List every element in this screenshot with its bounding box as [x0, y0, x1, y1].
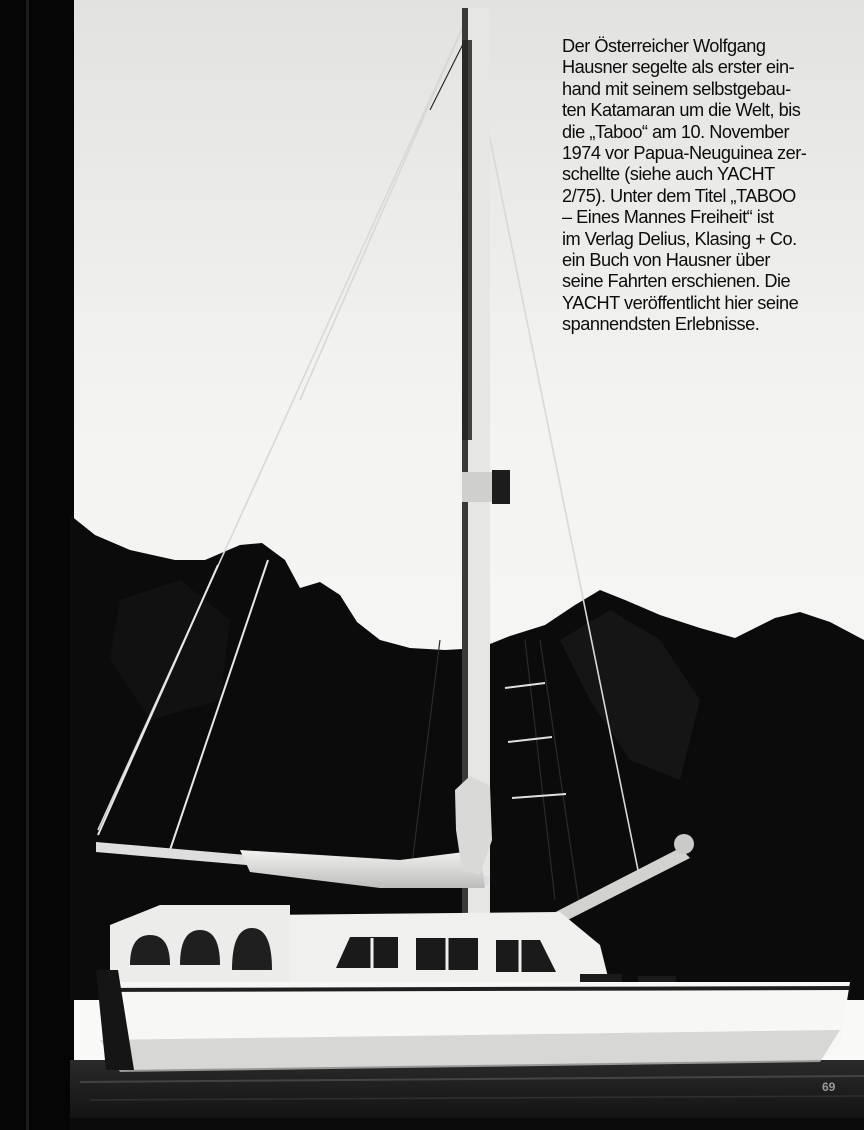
page-binding-highlight [26, 0, 29, 1130]
caption-line: 1974 vor Papua-Neuguinea zer- [562, 143, 807, 164]
caption-line: hand mit seinem selbstgebau- [562, 78, 791, 99]
page-binding-edge [0, 0, 74, 1130]
caption-line: ten Katamaran um die Welt, bis [562, 100, 801, 121]
caption-line: 2/75). Unter dem Titel „TABOO [562, 185, 796, 206]
caption-line: YACHT veröffentlicht hier seine [562, 292, 799, 313]
caption-line: die „Taboo“ am 10. November [562, 121, 790, 142]
caption-line: seine Fahrten erschienen. Die [562, 271, 791, 292]
caption-line: im Verlag Delius, Klasing + Co. [562, 228, 797, 249]
mast-dark-section [462, 40, 472, 440]
hull-sheer-line [100, 988, 850, 990]
caption-line: spannendsten Erlebnisse. [562, 314, 760, 335]
caption-line: Der Österreicher Wolfgang [562, 36, 766, 56]
caption-line: schellte (siehe auch YACHT [562, 164, 775, 185]
page-number: 69 [822, 1080, 836, 1094]
mast-fitting-dark [492, 470, 510, 504]
photo-caption [562, 36, 858, 336]
caption-line: ein Buch von Hausner über [562, 250, 770, 271]
pole-end-fitting [674, 834, 694, 854]
caption-line: – Eines Mannes Freiheit“ ist [562, 207, 774, 228]
caption-line: Hausner segelte als erster ein- [562, 57, 795, 78]
bottom-edge [70, 1118, 864, 1130]
